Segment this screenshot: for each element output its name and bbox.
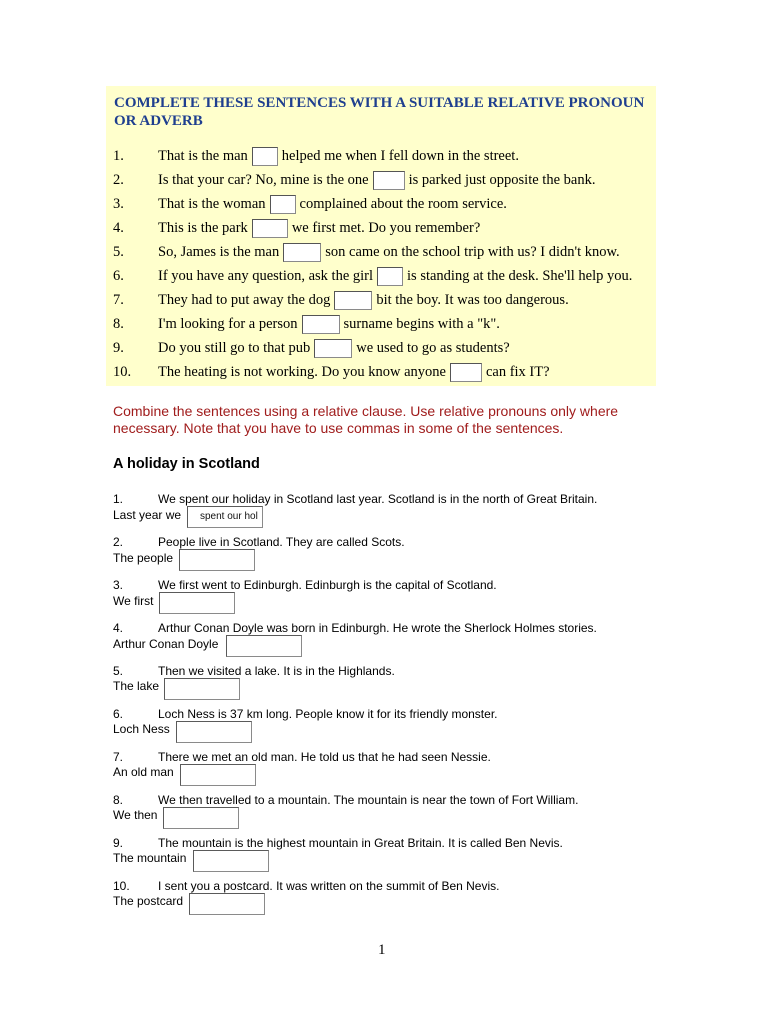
item-number: 7. — [113, 750, 124, 764]
item-number: 3. — [113, 196, 124, 212]
item-number: 3. — [113, 578, 124, 592]
item-number: 2. — [113, 535, 124, 549]
sentence-before-gap: Is that your car? No, mine is the one — [158, 172, 369, 188]
answer-gap-input[interactable] — [283, 243, 321, 262]
source-sentence: Loch Ness is 37 km long. People know it for its friendly monster. — [158, 707, 498, 721]
sentence-before-gap: I'm looking for a person — [158, 316, 298, 332]
answer-input[interactable]: spent our hol — [187, 506, 263, 528]
sentence-after-gap: is standing at the desk. She'll help you. — [407, 268, 633, 284]
answer-lead: The people — [113, 551, 174, 565]
answer-input[interactable] — [193, 850, 269, 872]
item-number: 8. — [113, 316, 124, 332]
exercise-1-panel — [106, 86, 656, 386]
answer-gap-input[interactable] — [377, 267, 403, 286]
answer-lead: An old man — [113, 765, 174, 779]
answer-input[interactable] — [180, 764, 256, 786]
source-sentence: We then travelled to a mountain. The mountain is near the town of Fort William. — [158, 793, 579, 807]
item-number: 6. — [113, 707, 124, 721]
exercise-1-item — [106, 360, 656, 384]
answer-lead: The lake — [113, 679, 160, 693]
source-sentence: I sent you a postcard. It was written on the summit of Ben Nevis. — [158, 879, 500, 893]
item-number: 4. — [113, 220, 124, 236]
answer-gap-input[interactable] — [302, 315, 340, 334]
source-sentence: Then we visited a lake. It is in the Highlands. — [158, 664, 395, 678]
answer-lead: Arthur Conan Doyle — [113, 637, 219, 651]
sentence-after-gap: surname begins with a "k". — [343, 316, 500, 332]
item-number: 2. — [113, 172, 124, 188]
exercise-1-item — [106, 216, 656, 240]
item-number: 10. — [113, 364, 132, 380]
exercise-1-item — [106, 240, 656, 264]
source-sentence: People live in Scotland. They are called Scots. — [158, 535, 405, 549]
sentence-before-gap: That is the man — [158, 148, 248, 164]
answer-lead: Last year we — [113, 508, 182, 522]
source-sentence: We first went to Edinburgh. Edinburgh is the capital of Scotland. — [158, 578, 497, 592]
sentence-before-gap: They had to put away the dog — [158, 292, 331, 308]
item-number: 7. — [113, 292, 124, 308]
exercise-1-item — [106, 264, 656, 288]
answer-lead: We then — [113, 808, 158, 822]
page-number: 1 — [378, 942, 386, 958]
answer-gap-input[interactable] — [252, 147, 278, 166]
sentence-after-gap: we used to go as students? — [356, 340, 510, 356]
answer-gap-input[interactable] — [252, 219, 288, 238]
sentence-before-gap: Do you still go to that pub — [158, 340, 311, 356]
item-number: 6. — [113, 268, 124, 284]
sentence-before-gap: So, James is the man — [158, 244, 280, 260]
exercise-1-item — [106, 288, 656, 312]
item-number: 1. — [113, 492, 124, 506]
answer-input[interactable] — [164, 678, 240, 700]
sentence-before-gap: This is the park — [158, 220, 248, 236]
answer-input[interactable] — [163, 807, 239, 829]
answer-lead: We first — [113, 594, 154, 608]
answer-gap-input[interactable] — [314, 339, 352, 358]
answer-lead: The mountain — [113, 851, 187, 865]
item-number: 5. — [113, 244, 124, 260]
answer-gap-input[interactable] — [373, 171, 405, 190]
exercise-1-item — [106, 192, 656, 216]
item-number: 9. — [113, 340, 124, 356]
exercise-1-item — [106, 168, 656, 192]
answer-input[interactable] — [176, 721, 252, 743]
answer-lead: Loch Ness — [113, 722, 170, 736]
item-number: 1. — [113, 148, 124, 164]
source-sentence: Arthur Conan Doyle was born in Edinburgh. He wrote the Sherlock Holmes stories. — [158, 621, 597, 635]
sentence-after-gap: helped me when I fell down in the street. — [281, 148, 519, 164]
item-number: 4. — [113, 621, 124, 635]
answer-gap-input[interactable] — [450, 363, 482, 382]
answer-lead: The postcard — [113, 894, 184, 908]
source-sentence: The mountain is the highest mountain in Great Britain. It is called Ben Nevis. — [158, 836, 563, 850]
source-sentence: We spent our holiday in Scotland last year. Scotland is in the north of Great Britain. — [158, 492, 598, 506]
answer-input[interactable] — [189, 893, 265, 915]
answer-gap-input[interactable] — [334, 291, 372, 310]
exercise-1-item — [106, 144, 656, 168]
sentence-before-gap: If you have any question, ask the girl — [158, 268, 374, 284]
sentence-after-gap: complained about the room service. — [299, 196, 507, 212]
sentence-after-gap: we first met. Do you remember? — [291, 220, 481, 236]
sentence-before-gap: The heating is not working. Do you know anyone — [158, 364, 446, 380]
sentence-after-gap: bit the boy. It was too dangerous. — [376, 292, 569, 308]
item-number: 8. — [113, 793, 124, 807]
source-sentence: There we met an old man. He told us that he had seen Nessie. — [158, 750, 491, 764]
sentence-after-gap: can fix IT? — [485, 364, 550, 380]
exercise-2-instructions: Combine the sentences using a relative clause. Use relative pronouns only where necessary. Note that you have to use commas in some of the sentences. — [113, 403, 619, 436]
item-number: 10. — [113, 879, 130, 893]
answer-input[interactable] — [179, 549, 255, 571]
exercise-1-item — [106, 312, 656, 336]
sentence-after-gap: is parked just opposite the bank. — [408, 172, 596, 188]
answer-input[interactable] — [226, 635, 302, 657]
answer-gap-input[interactable] — [270, 195, 296, 214]
answer-input[interactable] — [159, 592, 235, 614]
sentence-before-gap: That is the woman — [158, 196, 266, 212]
item-number: 5. — [113, 664, 124, 678]
sentence-after-gap: son came on the school trip with us? I didn't know. — [325, 244, 620, 260]
item-number: 9. — [113, 836, 124, 850]
exercise-2-title: A holiday in Scotland — [113, 456, 260, 472]
exercise-1-title: COMPLETE THESE SENTENCES WITH A SUITABLE RELATIVE PRONOUN OR ADVERB — [114, 95, 645, 129]
exercise-1-item — [106, 336, 656, 360]
